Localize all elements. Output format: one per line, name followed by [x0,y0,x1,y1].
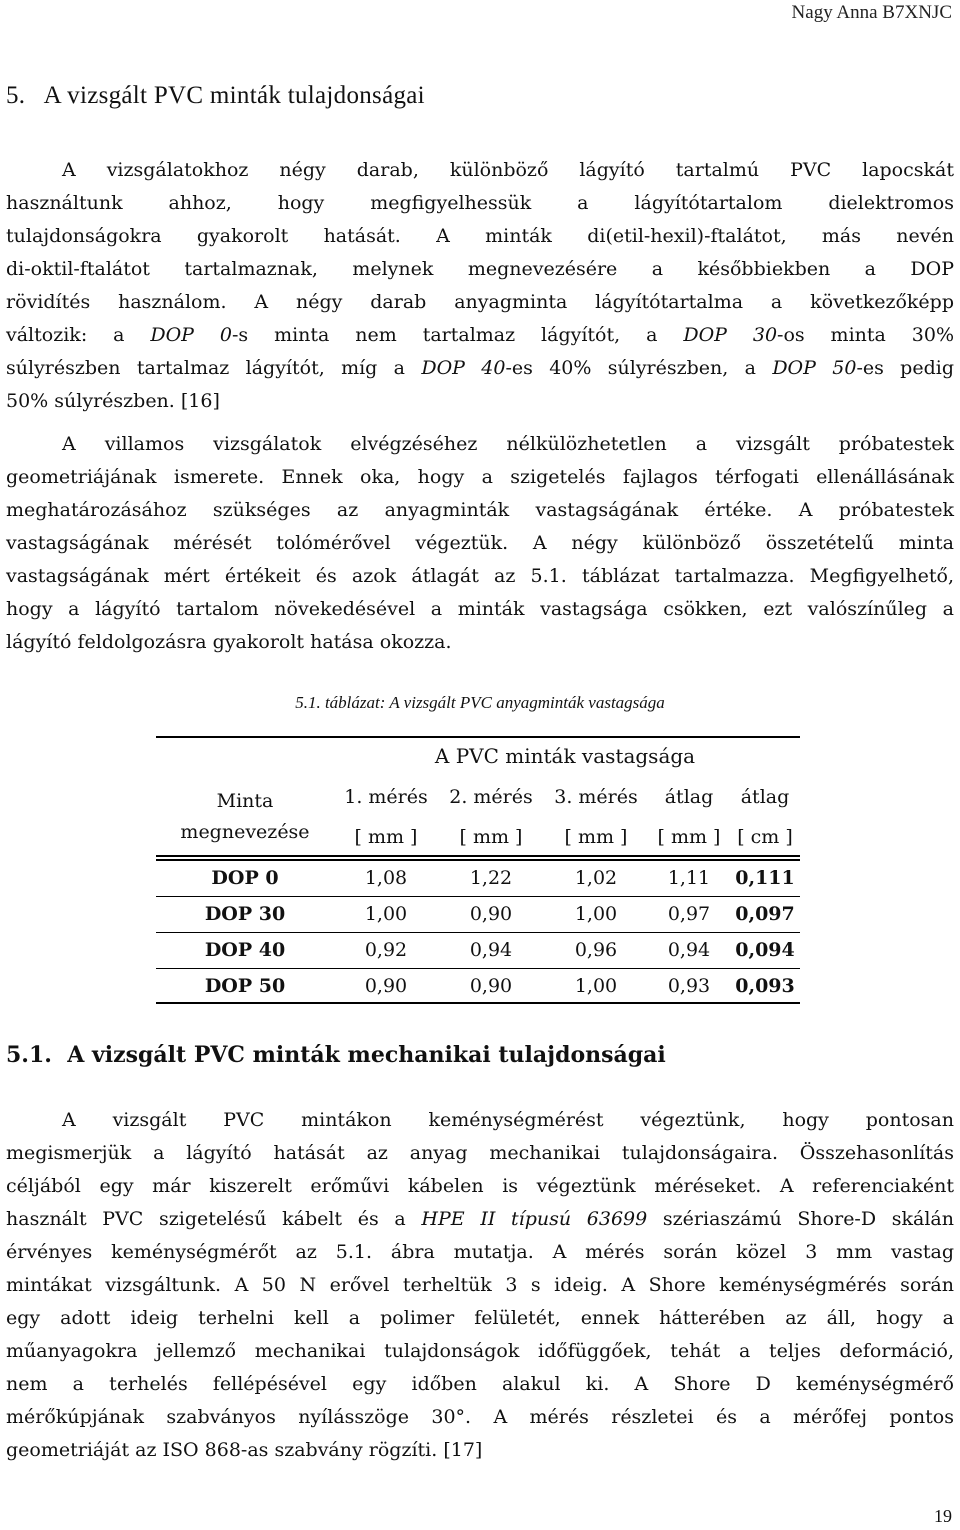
text-line: céljából egy már kiszerelt erőművi kábelen is végeztünk méréseket. A referenciaként [6,1175,954,1197]
table-group-header: A PVC minták vastagsága [434,744,696,768]
sample-name: DOP 40 [421,357,506,379]
text-line: vastagságának mért értékeit és azok átlagát az 5.1. táblázat tartalmazza. Megfigyelhető, [6,565,954,587]
table-column-header: átlag [740,786,790,808]
text-line: egy adott ideig terhelni kell a polimer felületét, ennek hátterében az áll, hogy a [6,1307,954,1329]
paragraph-geometry [6,428,954,659]
table-header-rule [156,855,800,857]
table-row-rule [156,968,800,969]
table-cell: 0,94 [469,939,513,961]
table-column-header: 3. mérés [554,786,638,808]
text-line: geometriáját az ISO 868-as szabvány rögzíti. [17] [6,1439,483,1461]
text-line: di-oktil-ftalátot tartalmaznak, melynek megnevezésére a későbbiekben a DOP [6,258,954,280]
text-line: mintákat vizsgáltunk. A 50 N erővel terheltük 3 s ideig. A Shore keménységmérés során [6,1274,954,1296]
table-cell: 0,96 [574,939,618,961]
table-cell: 1,00 [574,975,618,997]
sample-name: DOP 50 [204,975,286,997]
text-line: geometriájának ismerete. Ennek oka, hogy a szigetelés fajlagos térfogati ellenállásának [6,466,954,488]
table-cell: 0,094 [735,939,795,961]
table-cell: 0,92 [364,939,408,961]
text-line: vastagságának mérését tolómérővel végeztük. A négy különböző összetételű minta [6,532,954,554]
table-column-header: 1. mérés [344,786,428,808]
text-line: használtunk ahhoz, hogy megfigyelhessük a lágyítótartalom dielektromos [6,192,954,214]
text-line: változik: a DOP 0-s minta nem tartalmaz lágyítót, a DOP 30-os minta 30% [6,324,954,346]
text-line: tulajdonságokra gyakorolt hatását. A minták di(etil-hexil)-ftalátot, más nevén [6,225,954,247]
table-cell: 1,08 [364,867,408,889]
table-unit: [ cm ] [737,826,793,848]
sample-name: DOP 30 [204,903,286,925]
sample-name: DOP 0 [211,867,279,889]
table-cell: 0,111 [735,867,795,889]
table-cell: 1,00 [364,903,408,925]
text-line: nem a terhelés fellépésével egy időben alakul ki. A Shore D keménységmérő [6,1373,954,1395]
table-row [0,903,960,939]
paragraph-mechanical [6,1104,954,1467]
text-line: 50% súlyrészben. [16] [6,390,220,412]
table-row-header: Minta [216,790,274,812]
text-line: használt PVC szigetelésű kábelt és a HPE II típusú 63699 szériaszámú Shore-D skálán [6,1208,954,1230]
sample-name: DOP 30 [683,324,778,346]
table-cell: 0,90 [364,975,408,997]
section-title: 5. A vizsgált PVC minták tulajdonságai [6,82,425,109]
subsection-title: 5.1. A vizsgált PVC minták mechanikai tulajdonságai [6,1042,666,1068]
table-row-header: megnevezése [180,821,310,843]
table-row [0,867,960,903]
table-unit: [ mm ] [459,826,523,848]
table-column-header: átlag [664,786,714,808]
table-cell: 1,00 [574,903,618,925]
sample-name: DOP 40 [204,939,286,961]
table-cell: 1,02 [574,867,618,889]
table-header-rule-double [156,859,800,861]
text-line: megismerjük a lágyító hatását az anyag mechanikai tulajdonságaira. Összehasonlítás [6,1142,954,1164]
sample-name: DOP 50 [772,357,857,379]
text-line: meghatározásához szükséges az anyagminták vastagságának értéke. A próbatestek [6,499,954,521]
table-unit: [ mm ] [564,826,628,848]
table-cell: 0,94 [667,939,711,961]
table-cell: 0,93 [667,975,711,997]
sample-name: DOP 0 [150,324,232,346]
table-row [0,975,960,1011]
table-unit: [ mm ] [657,826,721,848]
table-cell: 0,90 [469,975,513,997]
table-caption: 5.1. táblázat: A vizsgált PVC anyagminták vastagsága [295,693,665,712]
table-cell: 0,97 [667,903,711,925]
table-cell: 1,11 [667,867,711,889]
text-line: mérőkúpjának szabványos nyílásszöge 30°. A mérés részletei és a mérőfej pontos [6,1406,954,1428]
table-cell: 1,22 [469,867,513,889]
table-row-rule [156,896,800,897]
header-author: Nagy Anna B7XNJC [791,2,952,23]
table-cell: 0,097 [735,903,795,925]
text-line: hogy a lágyító tartalom növekedésével a minták vastagsága csökken, ezt valószínűleg a [6,598,954,620]
paragraph-intro [6,154,954,418]
page-number: 19 [934,1506,952,1526]
text-line: érvényes keménységmérőt az 5.1. ábra mutatja. A mérés során közel 3 mm vastag [6,1241,954,1263]
text-line: A villamos vizsgálatok elvégzéséhez nélkülözhetetlen a vizsgált próbatestek [62,433,954,455]
text-line: A vizsgált PVC mintákon keménységmérést végeztünk, hogy pontosan [62,1109,954,1131]
table-top-rule [156,736,800,738]
text-line: lágyító feldolgozásra gyakorolt hatása okozza. [6,631,452,653]
table-cell: 0,093 [735,975,795,997]
table-cell: 0,90 [469,903,513,925]
text-line: súlyrészben tartalmaz lágyítót, míg a DOP 40-es 40% súlyrészben, a DOP 50-es pedig [6,357,954,379]
table-row [0,939,960,975]
device-type: HPE II típusú 63699 [421,1208,648,1230]
table-unit: [ mm ] [354,826,418,848]
table-column-header: 2. mérés [449,786,533,808]
text-line: műanyagokra jellemző mechanikai tulajdonságok időfüggőek, tehát a teljes deformáció, [6,1340,954,1362]
text-line: A vizsgálatokhoz négy darab, különböző lágyító tartalmú PVC lapocskát [62,159,954,181]
text-line: rövidítés használom. A négy darab anyagminta lágyítótartalma a következőképp [6,291,954,313]
table-row-rule [156,932,800,933]
